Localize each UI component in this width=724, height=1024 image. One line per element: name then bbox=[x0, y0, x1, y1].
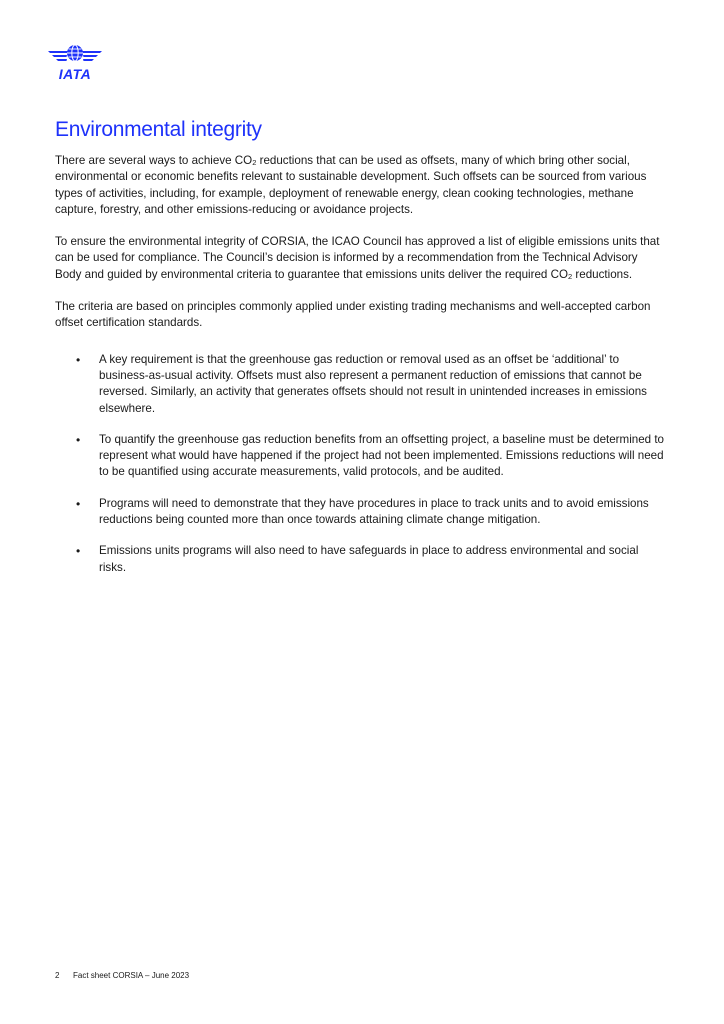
iata-logo bbox=[46, 42, 104, 82]
bullet-icon: • bbox=[76, 544, 81, 559]
paragraph-2-text-a: To ensure the environmental integrity of CORSIA, the ICAO Council has approved a list of eligible emissions units that can be used for compliance. The Council’s decision is informed by a recommendation from the Technical Advisory Body and guided by environmental criteria to guarantee that emissions units deliver the required CO bbox=[55, 235, 660, 281]
paragraph-1-text-a: There are several ways to achieve CO bbox=[55, 154, 253, 167]
co2-subscript: 2 bbox=[568, 271, 573, 281]
list-item bbox=[55, 432, 667, 481]
paragraph-1-text-b: reductions that can be used as offsets, many of which bring other social, environmental or economic benefits relevant to sustainable development. Such offsets can be sourced from various types of activities, including, for example, deployment of renewable energy, clean cooking technologies, methane capture, forestry, and other emissions-reducing or avoidance projects. bbox=[55, 154, 647, 216]
list-item-text: Programs will need to demonstrate that they have procedures in place to track units and to avoid emissions reductions being counted more than once towards attaining climate change mitigation. bbox=[99, 496, 649, 527]
main-content bbox=[55, 117, 667, 591]
bullet-icon: • bbox=[76, 352, 81, 367]
bullet-icon: • bbox=[76, 432, 81, 447]
paragraph-2 bbox=[55, 234, 667, 283]
list-item bbox=[55, 543, 667, 576]
section-heading: Environmental integrity bbox=[55, 118, 262, 141]
list-item-text: Emissions units programs will also need to have safeguards in place to address environmental and social risks. bbox=[99, 544, 639, 574]
page-footer bbox=[55, 971, 189, 980]
paragraph-3: The criteria are based on principles commonly applied under existing trading mechanisms and well-accepted carbon offset certification standards. bbox=[55, 300, 651, 330]
list-item-text: A key requirement is that the greenhouse gas reduction or removal used as an offset be ‘additional’ to business-as-usual activity. Offsets must also represent a permanent reduction of emissions that cannot be reversed. Similarly, an activity that generates offsets should not result in unintended increases in emissions elsewhere. bbox=[99, 352, 647, 415]
page-number: 2 bbox=[55, 971, 60, 980]
list-item bbox=[55, 352, 667, 417]
list-item-text: To quantify the greenhouse gas reduction benefits from an offsetting project, a baseline must be determined to represent what would have happened if the project had not been implemented. Emissions reductions will need to be quantified using accurate measurements, valid protocols, and be audited. bbox=[99, 432, 665, 479]
criteria-list bbox=[55, 352, 667, 576]
list-item bbox=[55, 496, 667, 529]
globe-wings-icon bbox=[46, 42, 104, 68]
paragraph-1 bbox=[55, 153, 667, 218]
footer-text: Fact sheet CORSIA – June 2023 bbox=[73, 971, 190, 980]
bullet-icon: • bbox=[76, 496, 81, 511]
paragraph-2-text-b: reductions. bbox=[572, 267, 633, 281]
co2-subscript: 2 bbox=[252, 158, 257, 167]
logo-wordmark: IATA bbox=[58, 66, 92, 82]
